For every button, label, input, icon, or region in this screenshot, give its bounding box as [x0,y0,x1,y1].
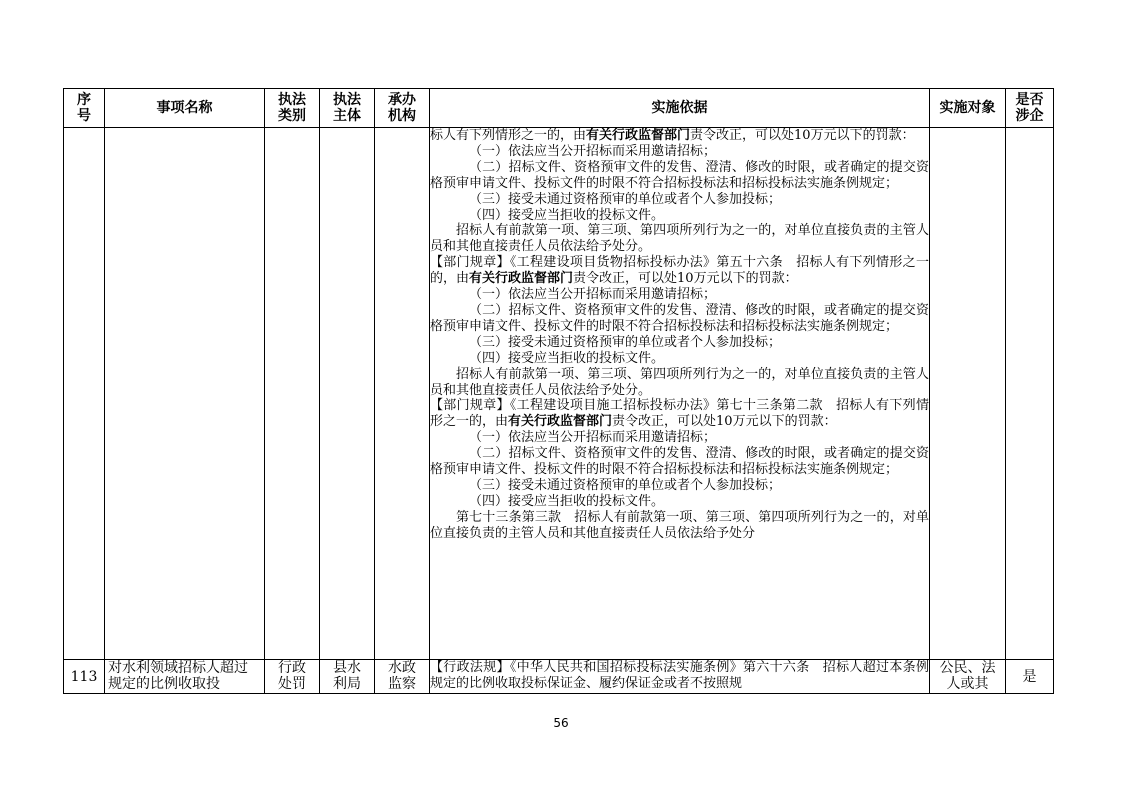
header-basis: 实施依据 [430,89,930,128]
text-run: 第七十三条第三款 招标人有前款第一项、第三项、第四项所列行为之一的，对单位直接负责的主管人员和其他直接责任人员依法给予处分 [430,509,929,541]
basis-paragraph [430,208,929,224]
row-category: 行政处罚 [265,660,320,694]
text-run: （三）接受未通过资格预审的单位或者个人参加投标； [469,191,782,207]
basis-paragraph [430,128,929,144]
text-run: （三）接受未通过资格预审的单位或者个人参加投标； [469,477,782,493]
basis-paragraph [430,510,929,542]
basis-paragraph [430,335,929,351]
text-run: （一）依法应当公开招标而采用邀请招标； [469,287,717,303]
text-run: （二）招标文件、资格预审文件的发售、澄清、修改的时限，或者确定的提交资格预审申请文件、投标文件的时限不符合招标投标法和招标投标法实施条例规定； [430,159,929,191]
cont-subject-cell [320,128,375,660]
table-header-row [64,89,1054,128]
bold-text: 有关行政监督部门 [586,128,691,143]
text-run: 【行政法规】《中华人民共和国招标投标法实施条例》第六十六条 招标人超过本条例规定的比例收取投标保证金、履约保证金或者不按照规 [430,660,929,691]
row-basis-cell [430,660,930,694]
table-row-113 [64,660,1054,694]
basis-paragraph [430,398,929,430]
table-row-continued [64,128,1054,660]
basis-paragraph [430,160,929,192]
row-item-name: 对水利领域招标人超过规定的比例收取投 [105,660,265,694]
cont-item-name-cell [105,128,265,660]
cont-target-cell [930,128,1006,660]
cont-basis-cell [430,128,930,660]
bold-text: 有关行政监督部门 [508,414,613,430]
text-run: （一）依法应当公开招标而采用邀请招标； [469,430,717,446]
basis-paragraph [430,192,929,208]
basis-paragraph [430,430,929,446]
header-agency: 承办机构 [375,89,430,128]
row-seq: 113 [64,660,105,694]
text-run: 责令改正，可以处10万元以下的罚款： [612,414,837,430]
cont-seq-cell [64,128,105,660]
page-number: 56 [553,716,569,730]
header-seq: 序号 [64,89,105,128]
basis-paragraph [430,287,929,303]
text-run: 【部门规章】《工程建设项目货物招标投标办法》第五十六条 招标人有下列情形之一的，由 [430,255,929,287]
row-agency: 水政监察 [375,660,430,694]
text-run: （一）依法应当公开招标而采用邀请招标； [469,143,717,159]
basis-paragraph [430,303,929,335]
basis-paragraph [430,494,929,510]
text-run: 责令改正，可以处10万元以下的罚款： [573,271,798,287]
header-target: 实施对象 [930,89,1006,128]
row-enterprise: 是 [1006,660,1054,694]
text-run: 标人有下列情形之一的，由 [430,128,587,143]
header-category: 执法类别 [265,89,320,128]
header-subject: 执法主体 [320,89,375,128]
row-subject: 县水利局 [320,660,375,694]
basis-paragraph [430,367,929,399]
text-run: （三）接受未通过资格预审的单位或者个人参加投标； [469,334,782,350]
text-run: （四）接受应当拒收的投标文件。 [469,493,665,509]
bold-text: 有关行政监督部门 [469,271,574,287]
basis-paragraph [430,660,929,692]
basis-paragraph [430,144,929,160]
text-run: （二）招标文件、资格预审文件的发售、澄清、修改的时限，或者确定的提交资格预审申请文件、投标文件的时限不符合招标投标法和招标投标法实施条例规定； [430,446,929,478]
text-run: （四）接受应当拒收的投标文件。 [469,207,665,223]
basis-paragraph [430,446,929,478]
header-item-name: 事项名称 [105,89,265,128]
text-run: （二）招标文件、资格预审文件的发售、澄清、修改的时限，或者确定的提交资格预审申请文件、投标文件的时限不符合招标投标法和招标投标法实施条例规定； [430,302,929,334]
basis-paragraph [430,223,929,255]
header-enterprise: 是否涉企 [1006,89,1054,128]
text-run: 责令改正，可以处10万元以下的罚款： [690,128,915,143]
enforcement-items-table [63,88,1054,694]
text-run: 招标人有前款第一项、第三项、第四项所列行为之一的，对单位直接负责的主管人员和其他直接责任人员依法给予处分。 [430,366,929,398]
text-run: 【部门规章】《工程建设项目施工招标投标办法》第七十三条第二款 招标人有下列情形之一的，由 [430,398,929,430]
text-run: （四）接受应当拒收的投标文件。 [469,350,665,366]
basis-paragraph [430,255,929,287]
cont-agency-cell [375,128,430,660]
basis-paragraph [430,351,929,367]
cont-enterprise-cell [1006,128,1054,660]
row-target: 公民、法人或其 [930,660,1006,694]
text-run: 招标人有前款第一项、第三项、第四项所列行为之一的，对单位直接负责的主管人员和其他直接责任人员依法给予处分。 [430,223,929,255]
cont-category-cell [265,128,320,660]
basis-paragraph [430,478,929,494]
